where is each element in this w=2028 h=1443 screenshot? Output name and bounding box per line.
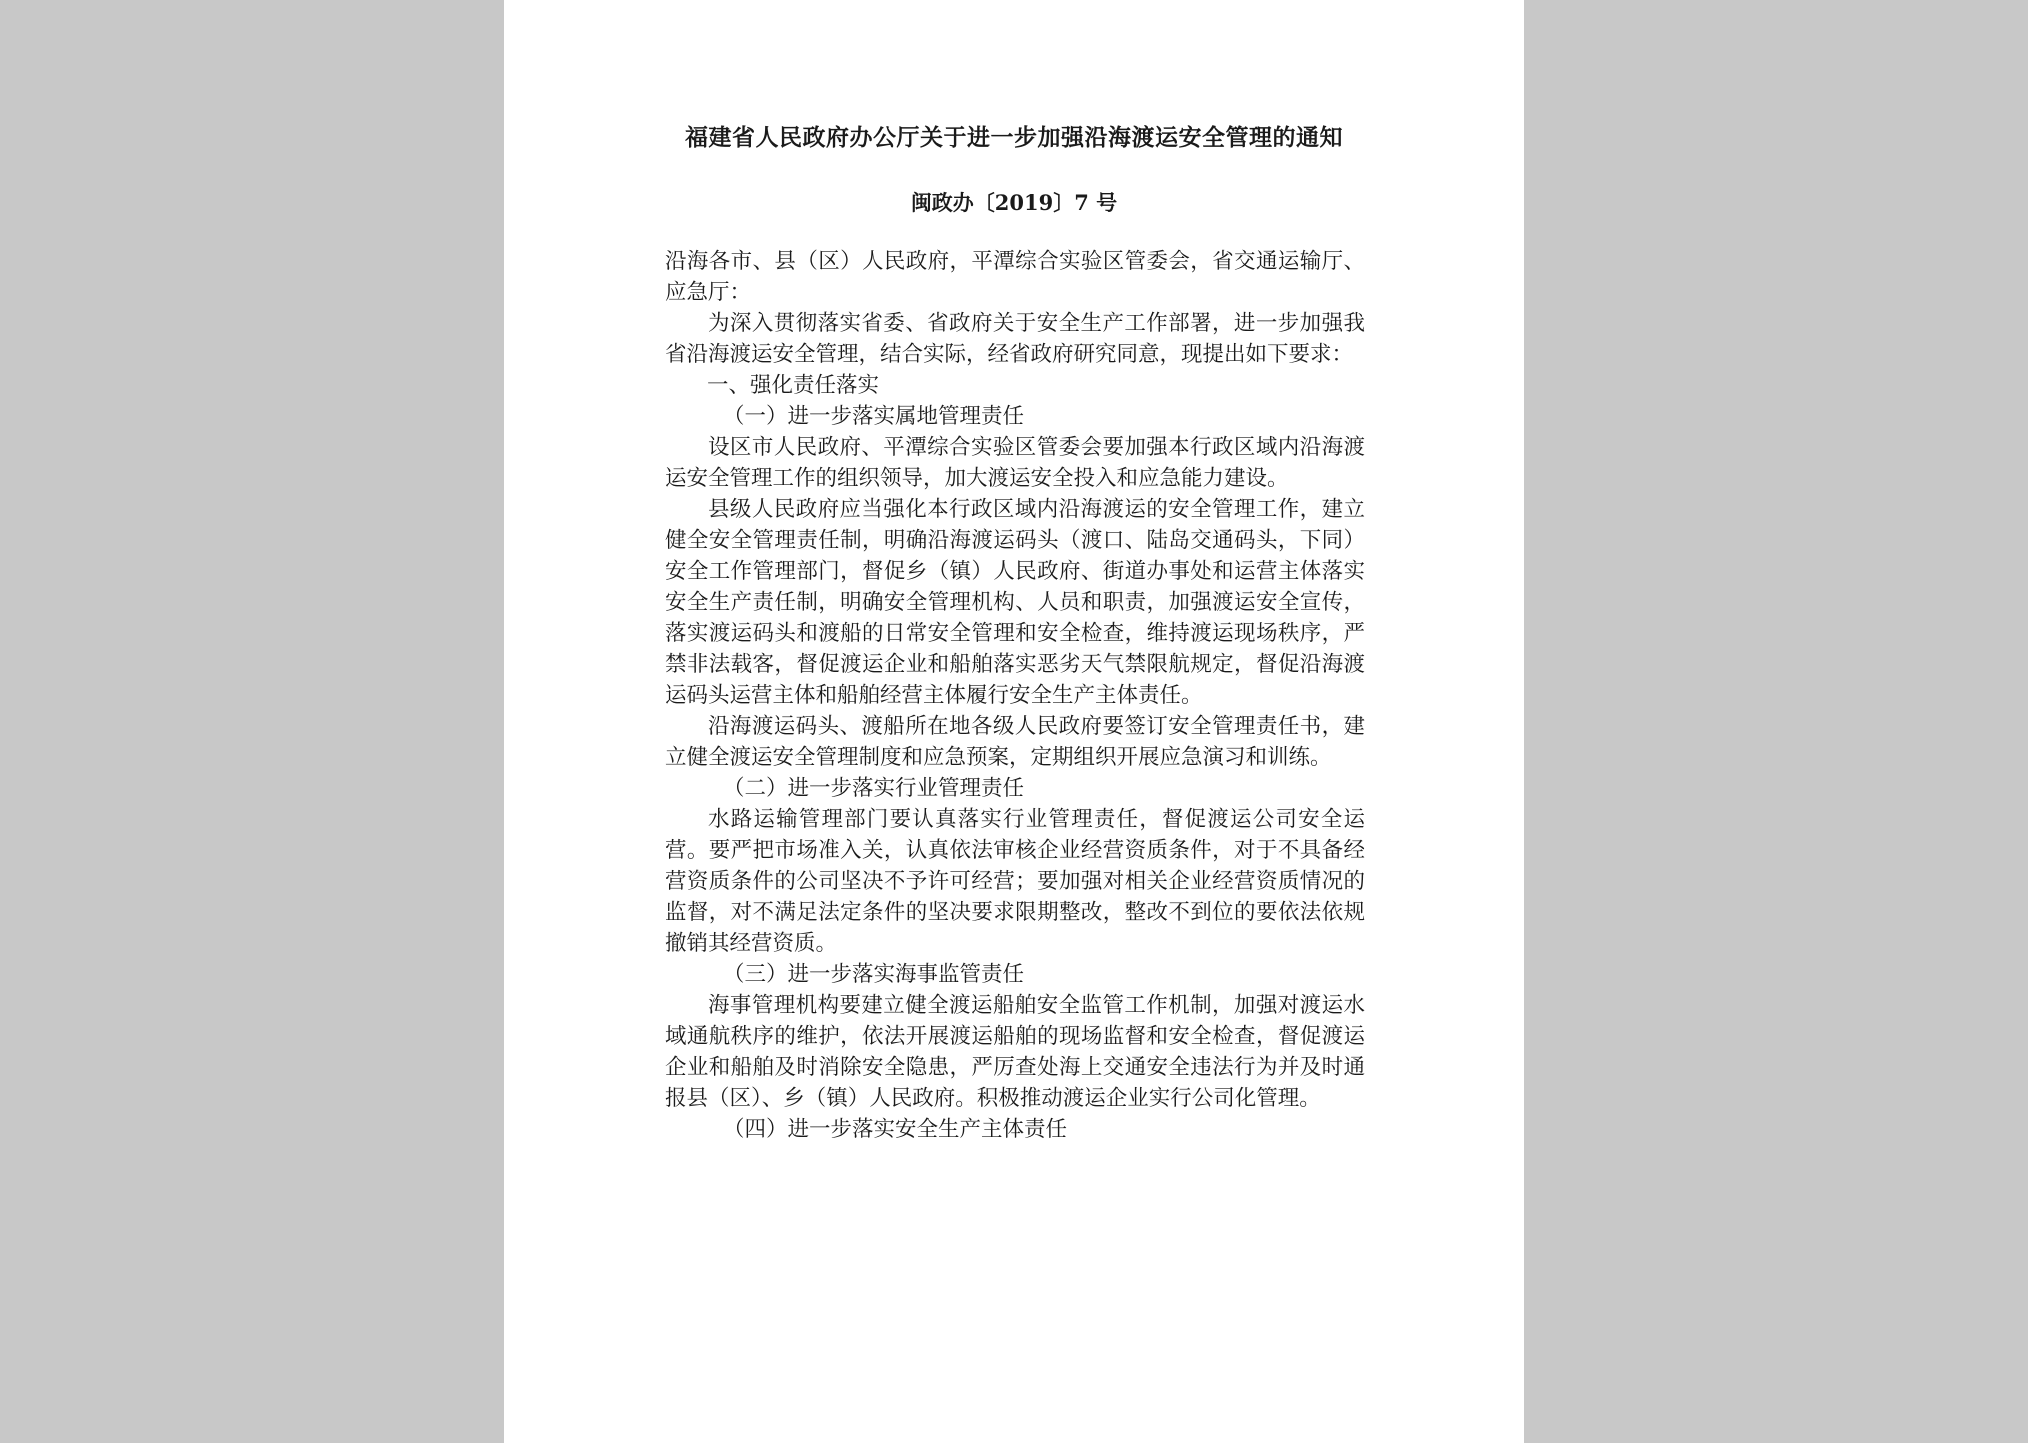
paragraph: 水路运输管理部门要认真落实行业管理责任，督促渡运公司安全运营。要严把市场准入关，认真依法审核企业经营资质条件，对于不具备经营资质条件的公司坚决不予许可经营；要加强对相关企业经营资质情况的监督，对不满足法定条件的坚决要求限期整改，整改不到位的要依法依规撤销其经营资质。 [665,807,1365,956]
viewer-left-margin [0,0,504,1443]
section-heading: 一、强化责任落实 [707,373,880,398]
paragraph-addressees: 沿海各市、县（区）人民政府，平潭综合实验区管委会，省交通运输厅、应急厅： [665,249,1365,305]
paragraph: 设区市人民政府、平潭综合实验区管委会要加强本行政区域内沿海渡运安全管理工作的组织领导，加大渡运安全投入和应急能力建设。 [665,435,1365,491]
document-title: 福建省人民政府办公厅关于进一步加强沿海渡运安全管理的通知 [685,124,1343,151]
paragraph: 沿海渡运码头、渡船所在地各级人民政府要签订安全管理责任书，建立健全渡运安全管理制度和应急预案，定期组织开展应急演习和训练。 [665,714,1365,770]
document-page [504,0,1524,1443]
document-number: 闽政办〔2019〕7 号 [910,190,1118,215]
subsection-heading: （一）进一步落实属地管理责任 [723,404,1025,429]
paragraph: 海事管理机构要建立健全渡运船舶安全监管工作机制，加强对渡运水域通航秩序的维护，依法开展渡运船舶的现场监督和安全检查，督促渡运企业和船舶及时消除安全隐患，严厉查处海上交通安全违法行为并及时通报县（区）、乡（镇）人民政府。积极推动渡运企业实行公司化管理。 [665,993,1365,1111]
paragraph: 县级人民政府应当强化本行政区域内沿海渡运的安全管理工作，建立健全安全管理责任制，明确沿海渡运码头（渡口、陆岛交通码头，下同）安全工作管理部门，督促乡（镇）人民政府、街道办事处和运营主体落实安全生产责任制，明确安全管理机构、人员和职责，加强渡运安全宣传，落实渡运码头和渡船的日常安全管理和安全检查，维持渡运现场秩序，严禁非法载客，督促渡运企业和船舶落实恶劣天气禁限航规定，督促沿海渡运码头运营主体和船舶经营主体履行安全生产主体责任。 [665,497,1365,708]
paragraph: 为深入贯彻落实省委、省政府关于安全生产工作部署，进一步加强我省沿海渡运安全管理，结合实际，经省政府研究同意，现提出如下要求： [665,311,1365,367]
subsection-heading: （二）进一步落实行业管理责任 [723,776,1025,801]
subsection-heading: （四）进一步落实安全生产主体责任 [723,1117,1068,1142]
document-body [665,246,1365,1145]
subsection-heading: （三）进一步落实海事监管责任 [723,962,1025,987]
viewer-right-margin [1524,0,2028,1443]
